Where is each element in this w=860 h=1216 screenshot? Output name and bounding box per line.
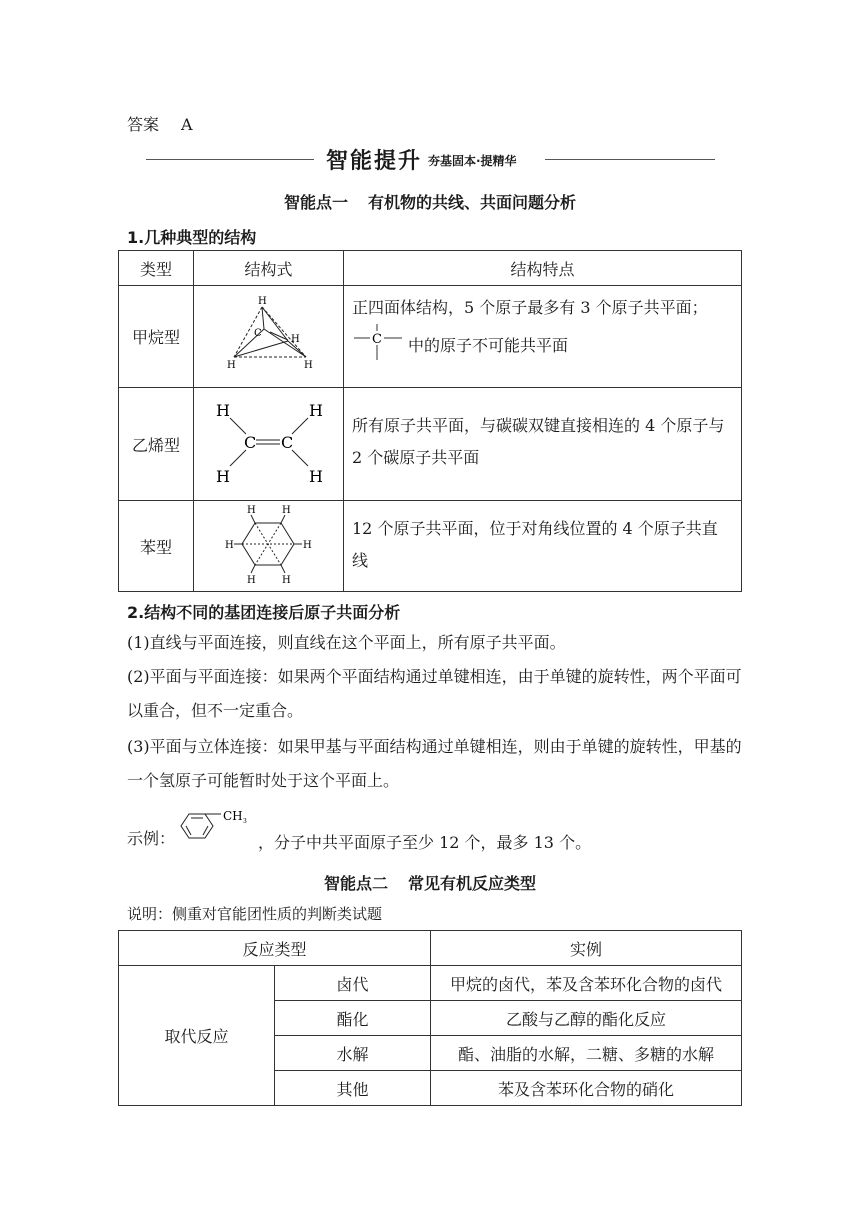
sub-type: 水解 bbox=[275, 1036, 431, 1071]
example-line bbox=[127, 808, 747, 854]
point1-heading bbox=[0, 190, 860, 213]
table-row bbox=[119, 501, 742, 592]
svg-text:C: C bbox=[243, 433, 256, 452]
feature-ethylene: 所有原子共平面，与碳碳双键直接相连的 4 个原子与 2 个碳原子共平面 bbox=[344, 388, 742, 501]
point1-title: 有机物的共线、共面问题分析 bbox=[368, 193, 577, 212]
answer-label: 答案 bbox=[127, 115, 160, 134]
svg-text:H: H bbox=[290, 333, 300, 345]
banner-subtitle: 夯基固本·提精华 bbox=[428, 154, 517, 168]
section-title-2: 2.结构不同的基团连接后原子共面分析 bbox=[127, 603, 401, 622]
item-2: (2)平面与平面连接：如果两个平面结构通过单键相连，由于单键的旋转性，两个平面可以重合，但不一定重合。 bbox=[127, 667, 742, 720]
section-title-1: 1.几种典型的结构 bbox=[127, 228, 257, 247]
th-type: 类型 bbox=[119, 251, 194, 286]
table-row bbox=[119, 286, 742, 388]
svg-text:3: 3 bbox=[243, 818, 247, 825]
example-cell: 甲烷的卤代，苯及含苯环化合物的卤代 bbox=[431, 966, 742, 1001]
answer-value: A bbox=[181, 115, 193, 134]
th-feature: 结构特点 bbox=[344, 251, 742, 286]
reaction-table bbox=[118, 930, 742, 1106]
sub-type: 酯化 bbox=[275, 1001, 431, 1036]
svg-text:H: H bbox=[302, 540, 312, 551]
svg-text:H: H bbox=[246, 505, 256, 516]
th-example: 实例 bbox=[431, 931, 742, 966]
svg-text:C: C bbox=[280, 433, 293, 452]
item-1: (1)直线与平面连接，则直线在这个平面上，所有原子共平面。 bbox=[127, 633, 566, 652]
feature-methane bbox=[344, 286, 742, 388]
sub-type: 其他 bbox=[275, 1071, 431, 1106]
example-cell: 乙酸与乙醇的酯化反应 bbox=[431, 1001, 742, 1036]
benzene-formula-cell bbox=[194, 501, 344, 592]
reaction-group: 取代反应 bbox=[119, 966, 275, 1106]
svg-text:H: H bbox=[281, 575, 291, 586]
svg-text:H: H bbox=[215, 401, 230, 420]
ethylene-formula-cell bbox=[194, 388, 344, 501]
point2-num: 智能点二 bbox=[323, 874, 388, 893]
methane-tetrahedron-structure bbox=[214, 292, 324, 378]
example-label: 示例： bbox=[127, 829, 176, 848]
answer-line bbox=[127, 112, 193, 135]
methane-feature-line1: 正四面体结构，5 个原子最多有 3 个原子共平面； bbox=[352, 298, 708, 317]
methane-formula-cell bbox=[194, 286, 344, 388]
point2-heading bbox=[0, 871, 860, 894]
banner-rule-right bbox=[545, 159, 715, 160]
point1-num: 智能点一 bbox=[283, 193, 348, 212]
svg-text:H: H bbox=[308, 401, 323, 420]
methane-feature-line2: 中的原子不可能共平面 bbox=[408, 336, 569, 355]
banner-title: 智能提升 bbox=[326, 149, 423, 174]
table-row bbox=[119, 966, 742, 1001]
benzene-structure bbox=[219, 502, 319, 586]
point2-title: 常见有机反应类型 bbox=[408, 874, 537, 893]
svg-text:H: H bbox=[257, 295, 267, 307]
type-methane: 甲烷型 bbox=[119, 286, 194, 388]
svg-text:H: H bbox=[226, 359, 236, 371]
table-row bbox=[119, 388, 742, 501]
svg-text:H: H bbox=[246, 575, 256, 586]
toluene-structure bbox=[177, 808, 257, 848]
example-cell: 苯及含苯环化合物的硝化 bbox=[431, 1071, 742, 1106]
ethylene-structure bbox=[210, 396, 328, 488]
tetravalent-carbon-structure bbox=[352, 324, 406, 362]
svg-text:H: H bbox=[215, 467, 230, 486]
th-reaction-type: 反应类型 bbox=[119, 931, 431, 966]
svg-text:H: H bbox=[224, 540, 234, 551]
item-3: (3)平面与立体连接：如果甲基与平面结构通过单键相连，则由于单键的旋转性，甲基的一个氢原子可能暂时处于这个平面上。 bbox=[127, 737, 742, 790]
type-benzene: 苯型 bbox=[119, 501, 194, 592]
example-text: ，分子中共平面原子至少 12 个，最多 13 个。 bbox=[258, 833, 592, 852]
svg-text:H: H bbox=[303, 359, 313, 371]
sub-type: 卤代 bbox=[275, 966, 431, 1001]
structure-table bbox=[118, 250, 742, 592]
feature-benzene: 12 个原子共平面，位于对角线位置的 4 个原子共直线 bbox=[344, 501, 742, 592]
banner-rule-left bbox=[146, 159, 314, 160]
type-ethylene: 乙烯型 bbox=[119, 388, 194, 501]
svg-text:H: H bbox=[308, 467, 323, 486]
svg-text:C: C bbox=[253, 327, 262, 339]
svg-text:H: H bbox=[281, 505, 291, 516]
example-cell: 酯、油脂的水解，二糖、多糖的水解 bbox=[431, 1036, 742, 1071]
point2-note: 说明：侧重对官能团性质的判断类试题 bbox=[127, 905, 383, 923]
svg-text:C: C bbox=[372, 332, 382, 347]
svg-text:CH: CH bbox=[223, 809, 243, 823]
th-formula: 结构式 bbox=[194, 251, 344, 286]
